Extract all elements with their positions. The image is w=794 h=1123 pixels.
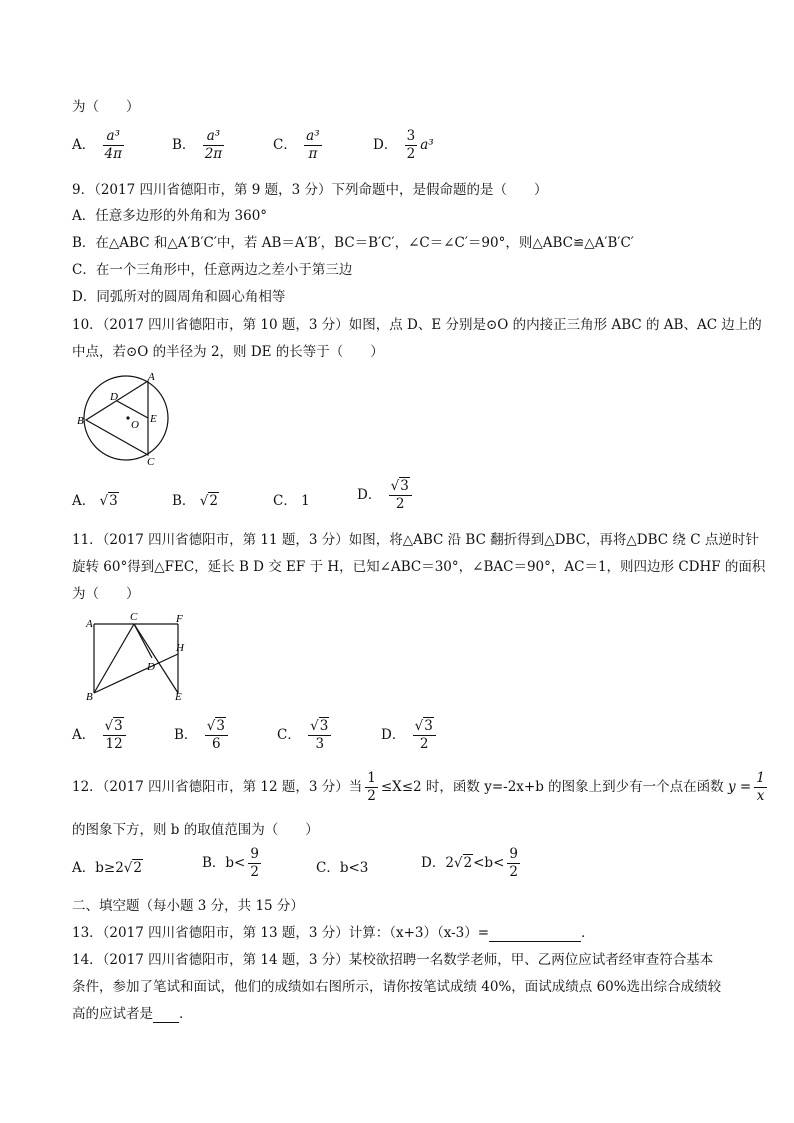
option-letter: D． [381, 726, 406, 743]
radicand: 2 [133, 860, 142, 876]
option-text: A．b≥2 [72, 860, 124, 876]
radicand: 3 [319, 718, 329, 734]
q8-option-b [172, 128, 227, 163]
answer-blank[interactable] [489, 925, 581, 942]
option-letter: D． [357, 486, 382, 503]
fraction-denominator: 2 [367, 787, 376, 804]
segment-de [117, 401, 148, 418]
option-value: 1 [301, 493, 310, 509]
section-heading: 二、填空题（每小题 3 分，共 15 分） [72, 898, 304, 914]
option-letter: B． [174, 726, 198, 743]
fraction-denominator: 2 [250, 863, 259, 880]
q8-option-c [273, 128, 325, 163]
option-text: B．b< [202, 854, 246, 871]
label-a: A [86, 618, 93, 630]
option-text: C．b<3 [316, 860, 369, 876]
fraction-numerator: a³ [306, 128, 320, 144]
fraction-denominator: x [756, 787, 765, 804]
option-mid: <b< [473, 854, 505, 871]
fraction-denominator: 3 [315, 735, 325, 752]
option-letter: A． [72, 726, 96, 743]
q12-option-c [316, 856, 368, 876]
option-letter: C． [277, 726, 301, 743]
q8-option-a [72, 128, 127, 163]
option-text: D．2 [421, 854, 454, 871]
option-tail: a³ [420, 136, 434, 153]
radicand: 3 [400, 478, 409, 494]
q11-stem-line2: 旋转 60°得到△FEC，延长 B D 交 EF 于 H，已知∠ABC＝30°，∠BAC＝90°，AC＝1，则四边形 CDHF 的面积 [72, 559, 766, 575]
q11-option-a: A． $\frac{√3}{12}$ [72, 718, 129, 753]
fraction-numerator: 9 [509, 846, 518, 862]
q10-option-d: D． $\frac{√3}{2}$ [357, 478, 415, 513]
label-f: F [176, 613, 183, 625]
option-letter: A． [72, 136, 96, 153]
fraction-numerator: 3 [406, 128, 416, 144]
fraction-denominator: 2 [406, 145, 416, 162]
q14-stem-line2: 条件，参加了笔试和面试，他们的成绩如右图所示，请你按笔试成绩 40%，面试成绩点 60%选出综合成绩较 [72, 979, 722, 995]
q13-tail: ． [581, 925, 595, 941]
label-c: C [130, 611, 138, 623]
label-o: O [131, 419, 139, 431]
q11-stem-line3: 为（ ） [72, 586, 140, 602]
fraction-numerator: 1 [367, 770, 376, 786]
q9-option-a: A．任意多边形的外角和为 360° [72, 208, 268, 224]
q12-option-a: A．b≥2√2 [72, 860, 142, 876]
q12-stem-line1 [72, 770, 770, 805]
label-e: E [175, 691, 182, 703]
fraction-numerator: a³ [103, 128, 124, 146]
q12-stem-b: ≤X≤2 时，函数 y=-2x+b 的图象上到少有一个点在函数 [380, 778, 724, 795]
q12-y-eq: y = [727, 778, 752, 795]
q14-stem-line1: 14．（2017 四川省德阳市，第 14 题，3 分）某校欲招聘一名数学老师，甲、乙两位应试者经审查符合基本 [72, 952, 714, 968]
q14-tail: ． [179, 1006, 193, 1022]
q13-stem-text: 13．（2017 四川省德阳市，第 13 题，3 分）计算：（x+3）（x-3）= [72, 925, 490, 941]
radicand: 3 [424, 718, 433, 734]
fraction-numerator: 1 [756, 770, 765, 786]
radicand: 2 [209, 493, 218, 509]
q10-stem-line1: 10．（2017 四川省德阳市，第 10 题，3 分）如图，点 D、E 分别是⊙O 的内接正三角形 ABC 的 AB、AC 边上的 [72, 317, 762, 333]
q13-stem [72, 921, 595, 942]
label-b: B [77, 415, 84, 427]
label-b: B [86, 691, 93, 703]
option-letter: A． [72, 493, 96, 509]
q11-option-b: B． $\frac{√3}{6}$ [174, 718, 231, 753]
fraction-denominator: 2π [204, 145, 223, 162]
fraction-denominator: 6 [212, 735, 221, 752]
radicand: 2 [463, 854, 473, 871]
fraction-denominator: 12 [105, 735, 123, 752]
q11-fold-figure [82, 608, 192, 703]
fraction-denominator: 2 [509, 863, 518, 880]
q10-option-a: A． √3 [72, 493, 118, 509]
option-letter: D． [373, 136, 398, 153]
q9-option-c: C．在一个三角形中，任意两边之差小于第三边 [72, 262, 353, 278]
q11-option-c: C． $\frac{√3}{3}$ [277, 718, 334, 753]
option-letter: B． [172, 136, 196, 153]
q12-stem-line2: 的图象下方，则 b 的取值范围为（ ） [72, 822, 319, 838]
label-a: A [148, 371, 155, 383]
q10-option-c [273, 489, 310, 509]
q11-stem-line1: 11．（2017 四川省德阳市，第 11 题，3 分）如图，将△ABC 沿 BC 翻折得到△DBC，再将△DBC 绕 C 点逆时针 [72, 532, 759, 548]
option-letter: B． [172, 493, 196, 509]
q14-stem-text: 高的应试者是 [72, 1006, 153, 1022]
q9-option-d: D．同弧所对的圆周角和圆心角相等 [72, 289, 286, 305]
fraction-denominator: π [308, 145, 318, 162]
option-letter: C． [273, 136, 297, 153]
q9-stem: 9．（2017 四川省德阳市，第 9 题，3 分）下列命题中，是假命题的是（ ） [72, 182, 548, 198]
q10-option-b: B． √2 [172, 493, 218, 509]
fraction-denominator: 2 [419, 735, 429, 752]
q9-option-b: B．在△ABC 和△A′B′C′中，若 AB＝A′B′，BC＝B′C′，∠C＝∠C′＝90°，则△ABC≌△A′B′C′ [72, 235, 634, 251]
fraction-numerator: 9 [250, 846, 259, 862]
label-d: D [110, 391, 118, 403]
q12-stem-a: 12．（2017 四川省德阳市，第 12 题，3 分）当 [72, 778, 363, 795]
q8-stem-tail: 为（ ） [72, 99, 140, 115]
radicand: 3 [114, 718, 123, 734]
q8-option-d [373, 128, 434, 163]
q12-option-d: D．2√2<b< $\frac{9}{2}$ [421, 846, 518, 880]
q11-option-d: D． $\frac{√3}{2}$ [381, 718, 439, 753]
label-h: H [176, 642, 184, 654]
radicand: 3 [109, 493, 118, 509]
q12-option-b [202, 846, 264, 881]
label-d: D [147, 661, 155, 673]
option-letter: C． [273, 493, 297, 509]
center-point [126, 416, 129, 419]
label-c: C [147, 456, 155, 466]
radicand: 3 [216, 718, 225, 734]
label-e: E [150, 413, 157, 425]
q14-stem-line3 [72, 1002, 193, 1023]
q10-stem-line2: 中点，若⊙O 的半径为 2，则 DE 的长等于（ ） [72, 344, 384, 360]
q10-circle-figure [72, 366, 182, 466]
answer-blank[interactable] [153, 1006, 179, 1023]
fraction-numerator: a³ [203, 128, 224, 146]
fraction-denominator: 2 [395, 495, 405, 512]
fraction-denominator: 4π [104, 145, 123, 162]
